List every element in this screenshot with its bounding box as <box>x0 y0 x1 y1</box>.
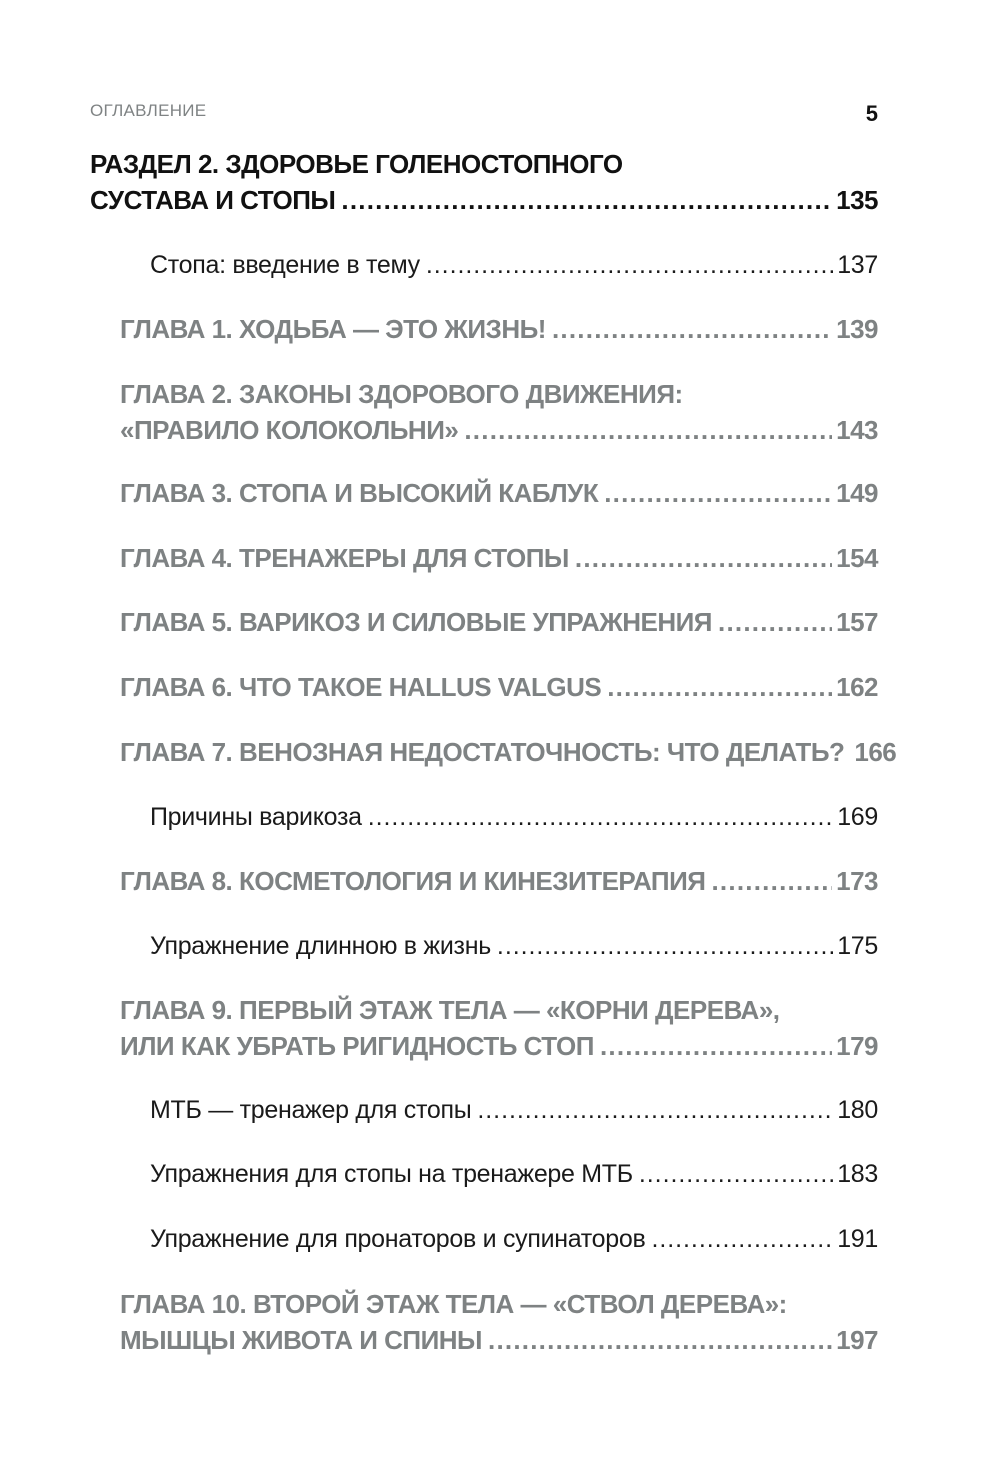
toc-entry-title: ИЛИ КАК УБРАТЬ РИГИДНОСТЬ СТОП <box>120 1031 594 1061</box>
toc-entry-chapter[interactable] <box>120 540 878 576</box>
toc-entry-chapter[interactable] <box>120 734 897 770</box>
running-head: ОГЛАВЛЕНИЕ <box>90 101 207 120</box>
toc-entry-subsection[interactable] <box>150 1221 878 1257</box>
leader-dots <box>639 1156 833 1192</box>
leader-dots <box>341 182 832 218</box>
toc-entry-chapter[interactable] <box>120 1286 878 1358</box>
toc-entry-title: СУСТАВА И СТОПЫ <box>90 185 336 215</box>
toc-entry-chapter[interactable] <box>120 863 878 899</box>
toc-entry-chapter[interactable] <box>120 669 878 705</box>
toc-entry-subsection[interactable] <box>150 247 878 283</box>
leader-dots <box>552 311 832 347</box>
toc-entry-title-line1: ГЛАВА 10. ВТОРОЙ ЭТАЖ ТЕЛА — «СТВОЛ ДЕРЕВА»: <box>120 1289 787 1319</box>
toc-entry-page: 191 <box>837 1225 878 1253</box>
toc-entry-page: 173 <box>836 866 878 896</box>
toc-entry-title: ГЛАВА 5. ВАРИКОЗ И СИЛОВЫЕ УПРАЖНЕНИЯ <box>120 607 712 637</box>
toc-entry-subsection[interactable] <box>150 928 878 964</box>
toc-entry-title: Упражнения для стопы на тренажере МТБ <box>150 1160 633 1188</box>
leader-dots <box>368 799 833 835</box>
leader-dots <box>488 1322 832 1358</box>
leader-dots <box>711 863 832 899</box>
toc-entry-title: Стопа: введение в тему <box>150 251 420 279</box>
leader-dots <box>600 1028 832 1064</box>
toc-entry-title: ГЛАВА 8. КОСМЕТОЛОГИЯ И КИНЕЗИТЕРАПИЯ <box>120 866 706 896</box>
toc-entry-chapter[interactable] <box>120 311 878 347</box>
toc-entry-title-line1: РАЗДЕЛ 2. ЗДОРОВЬЕ ГОЛЕНОСТОПНОГО <box>90 149 623 179</box>
toc-entry-title: ГЛАВА 7. ВЕНОЗНАЯ НЕДОСТАТОЧНОСТЬ: ЧТО ДЕЛАТЬ? <box>120 737 845 767</box>
leader-dots <box>464 412 832 448</box>
toc-entry-title: ГЛАВА 3. СТОПА И ВЫСОКИЙ КАБЛУК <box>120 478 599 508</box>
leader-dots <box>718 604 832 640</box>
page-number: 5 <box>865 101 878 126</box>
leader-dots <box>575 540 832 576</box>
toc-entry-page: 143 <box>836 415 878 445</box>
toc-entry-chapter[interactable] <box>120 376 878 448</box>
toc-entry-page: 180 <box>837 1096 878 1124</box>
toc-entry-title: ГЛАВА 1. ХОДЬБА — ЭТО ЖИЗНЬ! <box>120 314 546 344</box>
toc-entry-title-line1: ГЛАВА 9. ПЕРВЫЙ ЭТАЖ ТЕЛА — «КОРНИ ДЕРЕВА», <box>120 995 780 1025</box>
leader-dots <box>604 475 832 511</box>
toc-entry-subsection[interactable] <box>150 799 878 835</box>
toc-entry-page: 157 <box>836 607 878 637</box>
toc-entry-chapter[interactable] <box>120 604 878 640</box>
toc-entry-page: 166 <box>854 737 897 767</box>
toc-entry-page: 137 <box>837 251 878 279</box>
toc-entry-page: 183 <box>837 1160 878 1188</box>
leader-dots <box>497 928 833 964</box>
toc-entry-title: МТБ — тренажер для стопы <box>150 1096 472 1124</box>
toc-entry-page: 139 <box>836 314 878 344</box>
leader-dots <box>607 669 832 705</box>
toc-entry-title: МЫШЦЫ ЖИВОТА И СПИНЫ <box>120 1325 482 1355</box>
toc-entry-title: Упражнение для пронаторов и супинаторов <box>150 1225 646 1253</box>
toc-entry-title: «ПРАВИЛО КОЛОКОЛЬНИ» <box>120 415 459 445</box>
toc-entry-title: Причины варикоза <box>150 803 362 831</box>
toc-entry-title: ГЛАВА 4. ТРЕНАЖЕРЫ ДЛЯ СТОПЫ <box>120 543 569 573</box>
toc-entry-page: 135 <box>836 185 878 215</box>
toc-entry-page: 162 <box>836 672 878 702</box>
leader-dots <box>477 1092 833 1128</box>
toc-entry-page: 169 <box>837 803 878 831</box>
toc-entry-page: 197 <box>836 1325 878 1355</box>
toc-entry-page: 179 <box>836 1031 878 1061</box>
toc-entry-chapter[interactable] <box>120 475 878 511</box>
toc-entry-page: 154 <box>836 543 878 573</box>
toc-entry-page: 175 <box>837 932 878 960</box>
toc-entry-title-line1: ГЛАВА 2. ЗАКОНЫ ЗДОРОВОГО ДВИЖЕНИЯ: <box>120 379 683 409</box>
toc-entry-title: Упражнение длинною в жизнь <box>150 932 491 960</box>
toc-entry-chapter[interactable] <box>120 992 878 1064</box>
toc-entry-section[interactable] <box>90 146 878 218</box>
leader-dots <box>426 247 833 283</box>
toc-entry-title: ГЛАВА 6. ЧТО ТАКОЕ HALLUS VALGUS <box>120 672 602 702</box>
toc-entry-subsection[interactable] <box>150 1156 878 1192</box>
leader-dots <box>651 1221 833 1257</box>
toc-entry-subsection[interactable] <box>150 1092 878 1128</box>
toc-entry-page: 149 <box>836 478 878 508</box>
